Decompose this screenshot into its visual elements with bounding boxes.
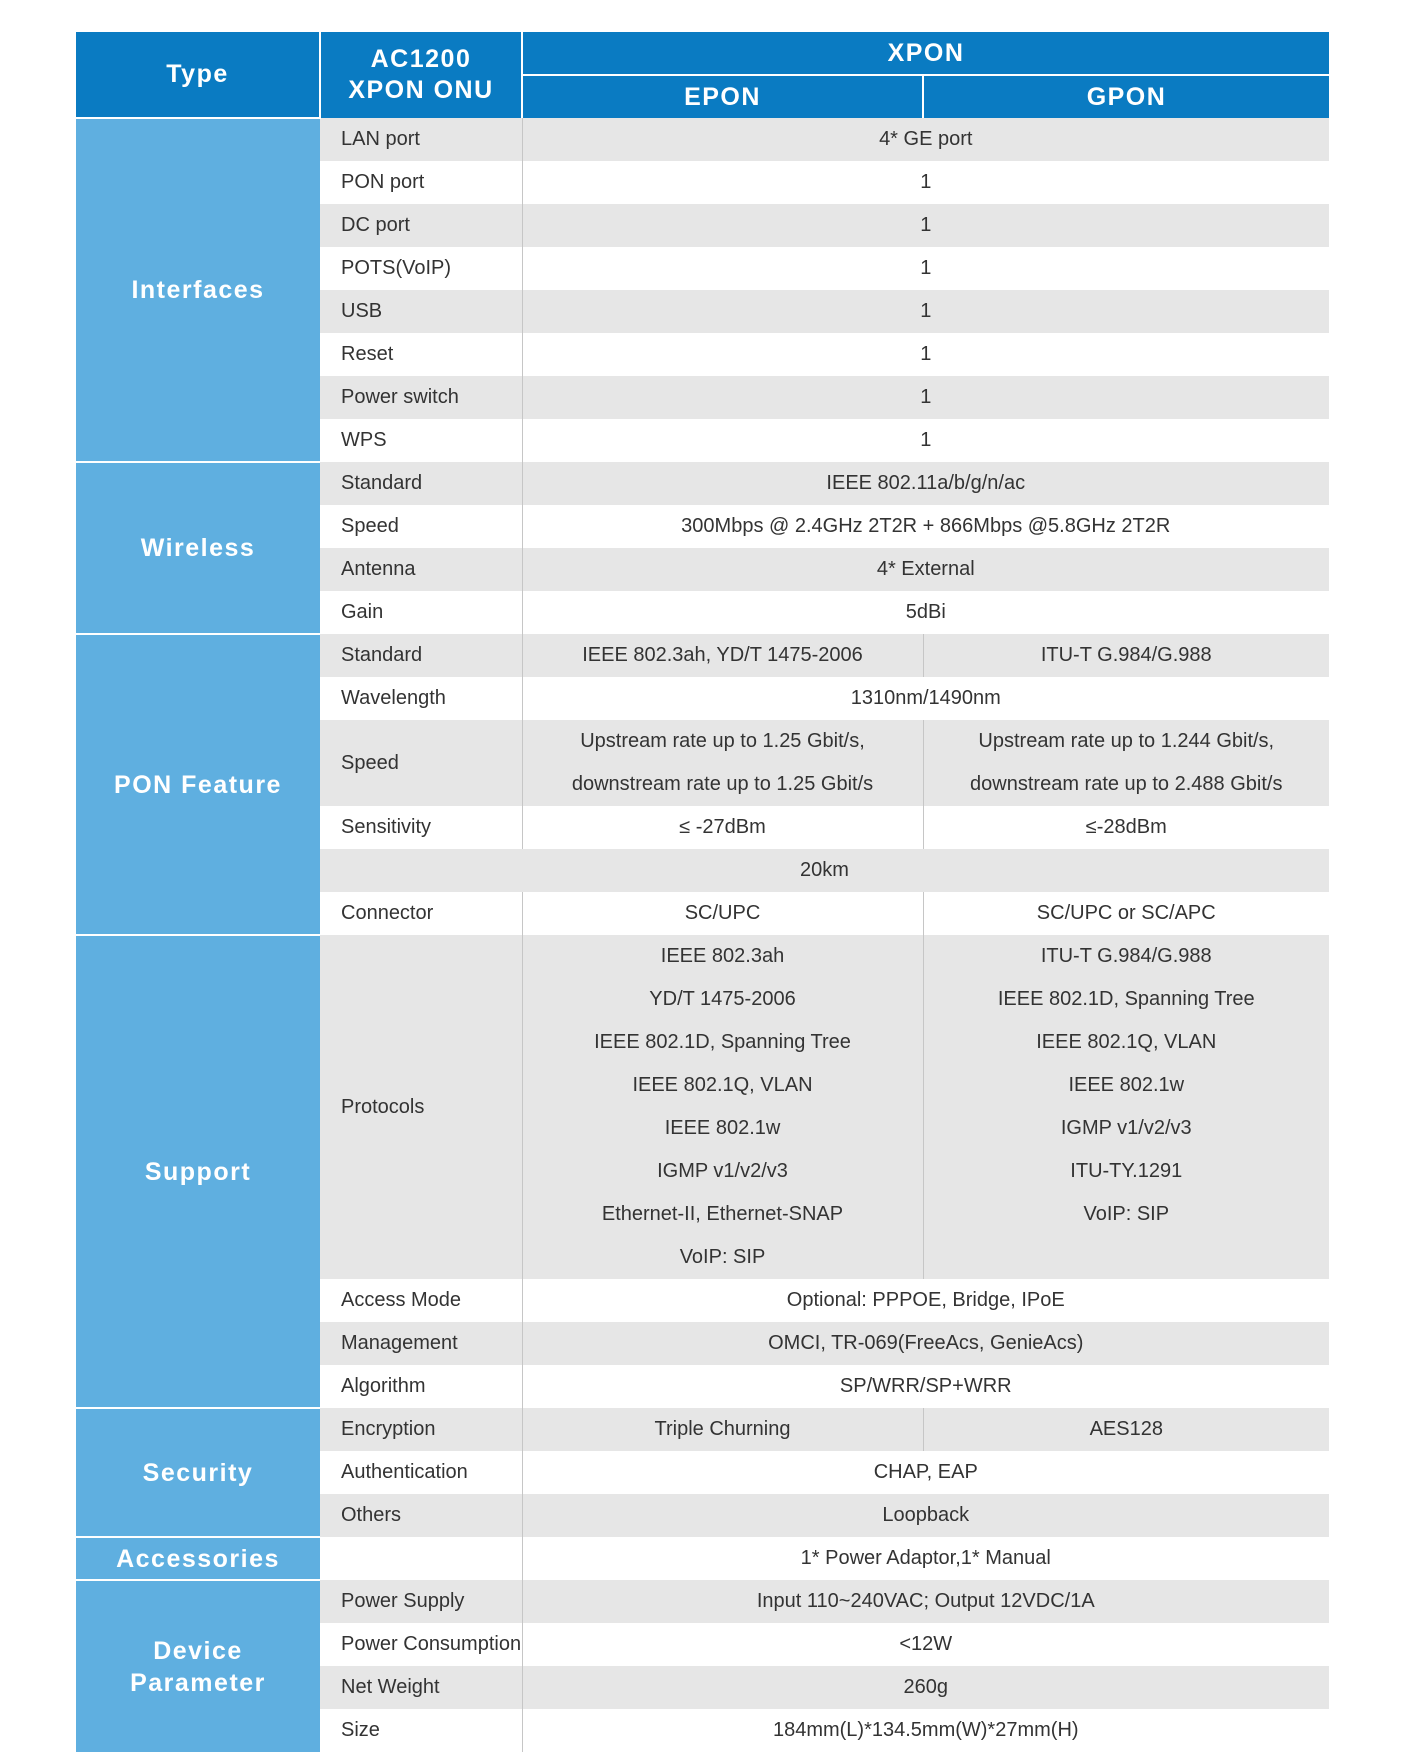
- row-value: 1310nm/1490nm: [850, 687, 1001, 709]
- row-value: Loopback: [882, 1504, 970, 1526]
- row-value: 300Mbps @ 2.4GHz 2T2R + 866Mbps @5.8GHz 2T2R: [681, 515, 1171, 537]
- row-value: 1* Power Adaptor,1* Manual: [800, 1547, 1051, 1569]
- epon-value: [522, 720, 923, 806]
- row-value: 1: [920, 257, 932, 279]
- row-value: SP/WRR/SP+WRR: [839, 1375, 1012, 1397]
- row-label: Net Weight: [320, 1666, 522, 1709]
- category-wireless: Wireless: [76, 462, 320, 634]
- row-value: 260g: [903, 1676, 948, 1698]
- row-label: Connector: [320, 892, 522, 935]
- row-label: Standard: [320, 462, 522, 505]
- row-value: <12W: [899, 1633, 953, 1655]
- table-row: [76, 118, 1329, 161]
- row-value: 4* External: [876, 558, 975, 580]
- row-value: 1: [920, 429, 932, 451]
- header-row: [76, 32, 1329, 75]
- row-value: 1: [920, 386, 932, 408]
- row-value: 1: [920, 171, 932, 193]
- row-value: 1: [920, 214, 932, 236]
- epon-value: IEEE 802.3ah, YD/T 1475-2006: [582, 644, 863, 666]
- protocol-item: IGMP v1/v2/v3: [1060, 1117, 1192, 1139]
- gpon-speed-line: Upstream rate up to 1.244 Gbit/s,: [978, 730, 1275, 752]
- gpon-speed-line: downstream rate up to 2.488 Gbit/s: [970, 773, 1283, 795]
- category-interfaces: Interfaces: [76, 118, 320, 462]
- row-label: Wavelength: [320, 677, 522, 720]
- row-label: Power Supply: [320, 1580, 522, 1623]
- row-label: Management: [320, 1322, 522, 1365]
- row-value: 20km: [800, 859, 849, 881]
- protocol-item: IEEE 802.3ah: [660, 945, 785, 967]
- row-label: Standard: [320, 634, 522, 677]
- row-label: [320, 1537, 522, 1580]
- row-value: 4* GE port: [879, 128, 973, 150]
- epon-value: SC/UPC: [684, 902, 761, 924]
- row-value: 5dBi: [905, 601, 946, 623]
- category-line: Device: [153, 1636, 243, 1665]
- gpon-protocols: [923, 935, 1329, 1279]
- row-value: 1: [920, 300, 932, 322]
- table-row: [76, 1537, 1329, 1580]
- protocol-item: YD/T 1475-2006: [649, 988, 796, 1010]
- protocol-item: ITU-TY.1291: [1070, 1160, 1183, 1182]
- table-row: [76, 935, 1329, 1279]
- epon-header: EPON: [522, 75, 923, 118]
- category-pon-feature: PON Feature: [76, 634, 320, 935]
- row-label: Sensitivity: [320, 806, 522, 849]
- xpon-header: XPON: [522, 32, 1329, 75]
- epon-speed-line: Upstream rate up to 1.25 Gbit/s,: [580, 730, 865, 752]
- protocol-item: ITU-T G.984/G.988: [1040, 945, 1212, 967]
- table-row: [76, 1580, 1329, 1623]
- row-label: Antenna: [320, 548, 522, 591]
- protocol-item: IEEE 802.1D, Spanning Tree: [997, 988, 1255, 1010]
- row-label: Power Consumption: [320, 1623, 522, 1666]
- model-line-2: XPON ONU: [348, 76, 494, 104]
- category-line: Parameter: [130, 1668, 266, 1697]
- category-accessories: Accessories: [76, 1537, 320, 1580]
- protocol-item: VoIP: SIP: [679, 1246, 766, 1268]
- spec-table: [76, 32, 1329, 1752]
- category-security: Security: [76, 1408, 320, 1537]
- row-label: Algorithm: [320, 1365, 522, 1408]
- category-support: Support: [76, 935, 320, 1408]
- row-label: Speed: [320, 720, 522, 806]
- table-row: [76, 634, 1329, 677]
- protocol-item: IGMP v1/v2/v3: [657, 1160, 788, 1182]
- epon-protocols: [522, 935, 923, 1279]
- row-label: Authentication: [320, 1451, 522, 1494]
- protocol-item: IEEE 802.1Q, VLAN: [1036, 1031, 1217, 1053]
- row-value: OMCI, TR-069(FreeAcs, GenieAcs): [768, 1332, 1084, 1354]
- epon-value: Triple Churning: [654, 1418, 791, 1440]
- row-label: Size: [320, 1709, 522, 1752]
- row-label: PON port: [320, 161, 522, 204]
- row-label: DC port: [320, 204, 522, 247]
- row-value: Optional: PPPOE, Bridge, IPoE: [786, 1289, 1065, 1311]
- category-device-parameter: [76, 1580, 320, 1752]
- row-label: USB: [320, 290, 522, 333]
- gpon-value: SC/UPC or SC/APC: [923, 892, 1329, 935]
- type-header: Type: [76, 32, 320, 118]
- gpon-header: GPON: [923, 75, 1329, 118]
- row-value: Input 110~240VAC; Output 12VDC/1A: [756, 1590, 1095, 1612]
- row-label: Speed: [320, 505, 522, 548]
- gpon-value: [923, 720, 1329, 806]
- row-label: Gain: [320, 591, 522, 634]
- row-value: 184mm(L)*134.5mm(W)*27mm(H): [772, 1719, 1079, 1741]
- row-label: Protocols: [320, 935, 522, 1279]
- epon-value: ≤ -27dBm: [679, 816, 766, 838]
- row-label: WPS: [320, 419, 522, 462]
- protocol-item: IEEE 802.1w: [1068, 1074, 1185, 1096]
- epon-speed-line: downstream rate up to 1.25 Gbit/s: [571, 773, 874, 795]
- row-label: Encryption: [320, 1408, 522, 1451]
- gpon-value: ≤-28dBm: [923, 806, 1329, 849]
- row-value: 1: [920, 343, 932, 365]
- gpon-value: AES128: [923, 1408, 1329, 1451]
- model-header: [320, 32, 522, 118]
- model-line-1: AC1200: [370, 45, 472, 73]
- protocol-item: IEEE 802.1Q, VLAN: [632, 1074, 813, 1096]
- row-label: Power switch: [320, 376, 522, 419]
- row-label: POTS(VoIP): [320, 247, 522, 290]
- row-label: Others: [320, 1494, 522, 1537]
- row-label: Reset: [320, 333, 522, 376]
- protocol-item: IEEE 802.1D, Spanning Tree: [594, 1031, 851, 1053]
- protocol-item: Ethernet-II, Ethernet-SNAP: [601, 1203, 844, 1225]
- gpon-value: ITU-T G.984/G.988: [923, 634, 1329, 677]
- row-value: CHAP, EAP: [873, 1461, 978, 1483]
- protocol-item: VoIP: SIP: [1083, 1203, 1170, 1225]
- row-value: IEEE 802.11a/b/g/n/ac: [826, 472, 1026, 494]
- row-label: LAN port: [320, 118, 522, 161]
- row-label: Access Mode: [320, 1279, 522, 1322]
- table-row: [76, 1408, 1329, 1451]
- table-row: [76, 462, 1329, 505]
- protocol-item: IEEE 802.1w: [664, 1117, 781, 1139]
